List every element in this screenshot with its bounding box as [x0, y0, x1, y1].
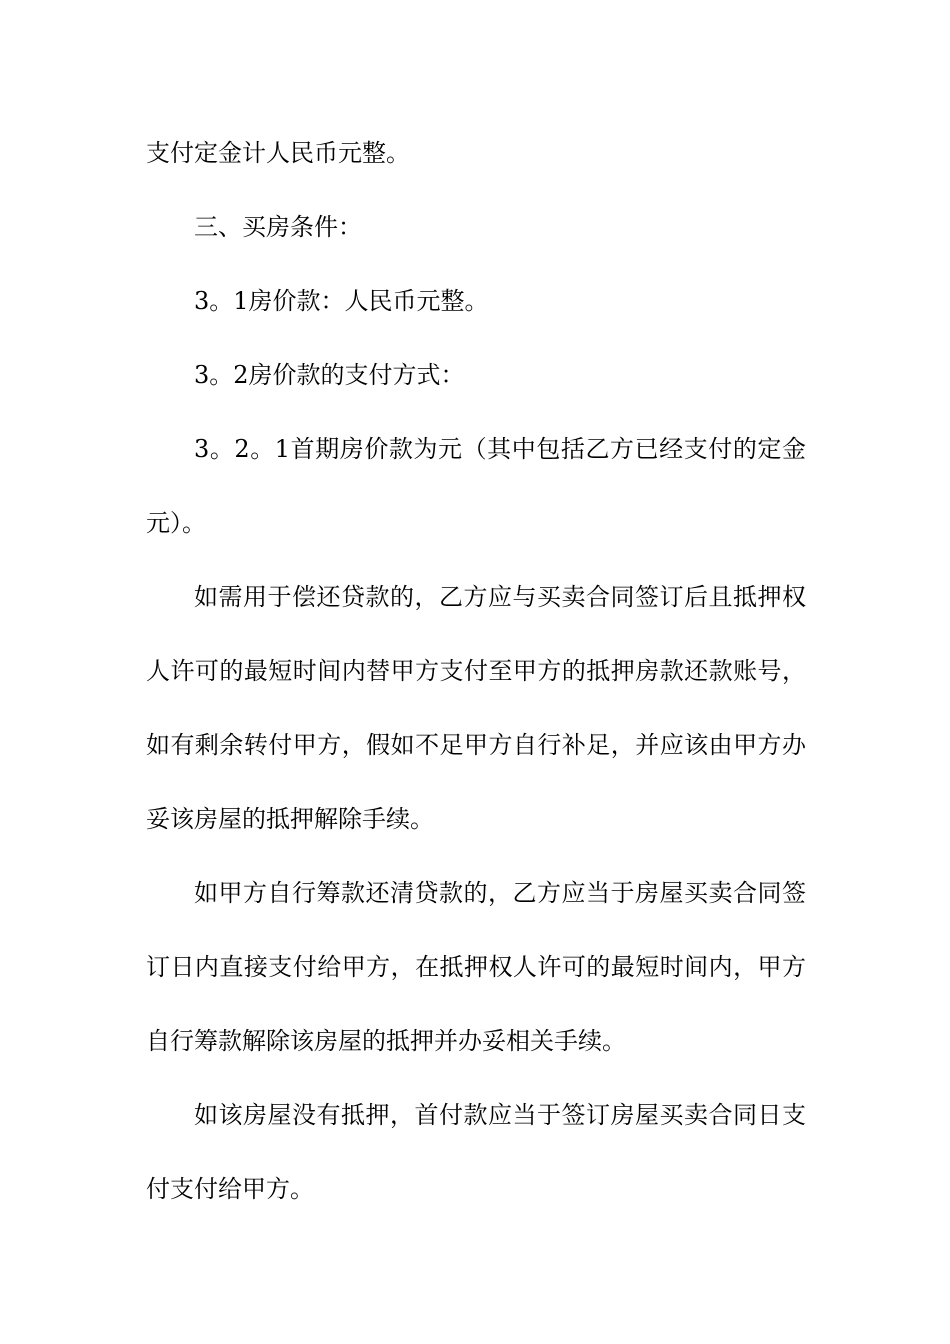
paragraph-line: 如有剩余转付甲方，假如不足甲方自行补足，并应该由甲方办 — [146, 731, 806, 759]
paragraph-line: 如甲方自行筹款还清贷款的，乙方应当于房屋买卖合同签 — [194, 879, 806, 907]
paragraph-line: 付支付给甲方。 — [146, 1175, 314, 1203]
paragraph-line: 人许可的最短时间内替甲方支付至甲方的抵押房款还款账号， — [146, 657, 806, 685]
clause-line: 元）。 — [146, 509, 206, 537]
paragraph-line: 支付定金计人民币元整。 — [146, 139, 410, 167]
paragraph-line: 如该房屋没有抵押，首付款应当于签订房屋买卖合同日支 — [194, 1101, 806, 1129]
clause-line: 3。1房价款：人民币元整。 — [194, 287, 489, 315]
paragraph-line: 如需用于偿还贷款的，乙方应与买卖合同签订后且抵押权 — [194, 583, 806, 611]
paragraph-line: 自行筹款解除该房屋的抵押并办妥相关手续。 — [146, 1027, 626, 1055]
clause-line: 3。2房价款的支付方式： — [194, 361, 465, 389]
section-heading: 三、买房条件： — [194, 213, 362, 241]
paragraph-line: 订日内直接支付给甲方，在抵押权人许可的最短时间内，甲方 — [146, 953, 806, 981]
paragraph-line: 妥该房屋的抵押解除手续。 — [146, 805, 434, 833]
clause-line: 3。2。1首期房价款为元（其中包括乙方已经支付的定金 — [194, 435, 806, 463]
